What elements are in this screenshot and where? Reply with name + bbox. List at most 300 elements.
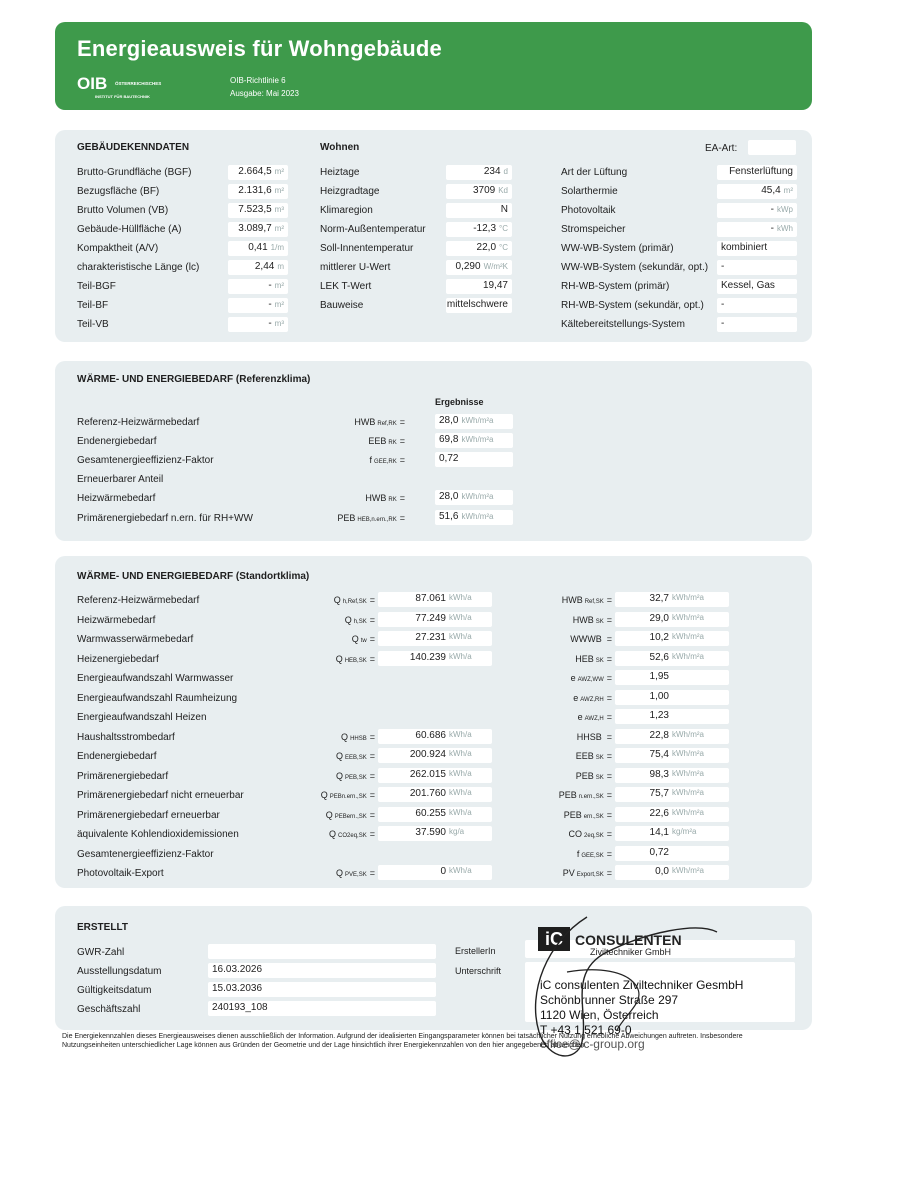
building-label: Teil-BF <box>77 300 109 311</box>
site-total-value-value <box>378 808 488 819</box>
site-total-value-number: 27.231 <box>415 632 446 643</box>
site-symbol-specific-main: EEB <box>575 751 594 761</box>
site-specific-value-number: 0,72 <box>649 846 669 858</box>
site-specific-value-value <box>615 593 725 604</box>
site-symbol-specific-subscript: GEE,SK <box>581 852 604 859</box>
site-specific-value-value <box>615 632 725 643</box>
site-specific-value-value <box>615 808 725 819</box>
site-total-value-box <box>378 651 492 666</box>
site-specific-value-number: 22,8 <box>649 729 669 741</box>
created-value-number: 15.03.2036 <box>212 983 263 994</box>
site-specific-value-box <box>615 826 729 841</box>
climate-value-unit: °C <box>499 243 508 252</box>
site-specific-value-value <box>615 866 725 877</box>
site-symbol-specific-main: e <box>573 692 579 703</box>
system-value-number: - <box>721 318 725 329</box>
building-value-number: 2,44 <box>254 261 275 272</box>
system-label: Art der Lüftung <box>561 167 628 178</box>
disclaimer-text: Die Energiekennzahlen dieses Energieausweises dienen ausschließlich der Information. Aufgrund der idealisierten Eingangsparameter können bei tatsächlicher Nutzung erhebliche Abweichungen auftreten. Insbesondere Nutzungseinheiten unterschiedlicher Lage können aus Gründen der Geometrie und der Lage hinsichtlich ihrer Energiekennzahlen von den hier angegebenen abweichen. <box>62 1033 743 1049</box>
reference-symbol <box>337 513 405 523</box>
site-total-value-box <box>378 729 492 744</box>
site-symbol-specific-subscript: SK <box>595 755 604 761</box>
section-title: ERSTELLT <box>77 922 128 933</box>
site-symbol-specific-main: PEB <box>558 790 577 800</box>
reference-symbol-subscript: RK <box>388 497 397 503</box>
site-specific-value-box <box>615 787 729 802</box>
site-symbol-specific-subscript: AWZ,H <box>584 716 604 722</box>
building-value-box <box>228 241 288 256</box>
site-symbol-specific <box>577 849 612 859</box>
site-specific-value-number: 0,0 <box>655 866 669 877</box>
ea-type-label: EA-Art: <box>705 143 738 154</box>
building-value-number: - <box>268 299 272 310</box>
site-symbol-total-main: Q <box>351 634 359 644</box>
system-value-value <box>729 166 793 177</box>
site-specific-value-unit: kg/m²a <box>672 827 697 836</box>
climate-value-box <box>446 241 512 256</box>
site-total-value-value <box>378 749 488 760</box>
site-total-value-value <box>378 652 488 663</box>
site-symbol-total-equals: = <box>369 614 375 625</box>
site-specific-value-number: 98,3 <box>649 768 669 780</box>
reference-symbol-equals: = <box>399 436 405 446</box>
stamp-address-line: 1120 Wien, Österreich <box>540 1008 659 1022</box>
site-symbol-specific-equals: = <box>606 751 612 761</box>
system-label: RH-WB-System (sekundär, opt.) <box>561 300 704 311</box>
system-value-number: - <box>770 223 774 234</box>
site-specific-value-unit: kWh/m²a <box>672 612 704 622</box>
site-specific-value-unit: kWh/m²a <box>672 632 704 641</box>
site-symbol-specific-main: HHSB <box>576 731 602 742</box>
reference-value-value <box>439 511 493 522</box>
site-total-value-number: 200.924 <box>409 749 446 760</box>
site-specific-value-unit: kWh/m²a <box>672 593 704 602</box>
building-value-number: 3.089,7 <box>238 223 272 234</box>
climate-value-box <box>446 260 512 275</box>
site-symbol-total-subscript: HEB,SK <box>344 657 367 664</box>
building-value-value <box>238 223 284 234</box>
climate-label: Bauweise <box>320 300 364 311</box>
site-symbol-specific <box>564 810 612 820</box>
site-total-value-value <box>378 593 488 604</box>
stamp-address-line: Schönbrunner Straße 297 <box>540 993 679 1007</box>
building-label: Bezugsfläche (BF) <box>77 186 160 197</box>
site-total-value-value <box>378 788 488 799</box>
site-total-value-unit: kWh/a <box>449 729 472 739</box>
reference-symbol-subscript: Ref,RK <box>377 421 397 427</box>
stamp-address-line: iC consulenten Ziviltechniker GesmbH <box>540 978 744 992</box>
site-symbol-total-equals: = <box>369 809 375 820</box>
reference-value-number: 28,0 <box>439 415 459 426</box>
reference-value-number: 69,8 <box>439 434 459 445</box>
created-value-value <box>212 964 262 975</box>
site-specific-value-value <box>615 769 725 780</box>
building-value-unit: m² <box>274 167 284 176</box>
ea-type-field <box>748 140 796 155</box>
reference-label: Endenergiebedarf <box>77 436 157 447</box>
climate-label: Heiztage <box>320 167 360 178</box>
building-value-number: 2.664,5 <box>238 166 272 177</box>
climate-label: Norm-Außentemperatur <box>320 224 426 235</box>
oib-logo: OIB <box>77 74 108 93</box>
site-symbol-total-subscript: PEB,SK <box>345 774 367 781</box>
reference-value-box <box>435 433 513 448</box>
site-label: Heizenergiebedarf <box>77 653 159 665</box>
system-label: Kältebereitstellungs-System <box>561 319 685 330</box>
climate-label: Klimaregion <box>320 205 373 216</box>
system-value-unit: kWh <box>777 224 793 233</box>
site-specific-value-unit: kWh/m²a <box>672 807 704 817</box>
site-total-value-value <box>378 632 488 643</box>
site-symbol-specific-equals: = <box>606 790 612 800</box>
reference-symbol-main: EEB <box>368 436 387 446</box>
system-value-number: - <box>721 261 725 272</box>
site-symbol-specific-main: PEB <box>563 809 582 820</box>
site-symbol-specific <box>576 751 612 761</box>
site-symbol-specific-subscript: 2eq,SK <box>584 833 604 839</box>
site-symbol-total <box>352 634 375 644</box>
site-label: äquivalente Kohlendioxidemissionen <box>77 829 239 840</box>
created-value-box <box>208 982 436 997</box>
site-symbol-total-equals: = <box>369 868 375 878</box>
site-symbol-specific-subscript: SK <box>595 774 604 781</box>
created-value-box <box>208 963 436 978</box>
reference-symbol-main: HWB <box>365 493 387 503</box>
building-value-box <box>228 298 288 313</box>
site-symbol-total <box>334 595 375 605</box>
site-specific-value-number: 10,2 <box>649 632 669 643</box>
site-symbol-specific-main: PV <box>562 868 575 878</box>
site-symbol-specific <box>573 693 612 703</box>
site-symbol-total <box>321 790 375 800</box>
site-specific-value-box <box>615 846 729 861</box>
system-value-value <box>721 261 724 272</box>
climate-value-number: N <box>500 204 508 215</box>
reference-value-value <box>439 434 493 445</box>
site-symbol-specific-equals: = <box>606 595 612 605</box>
site-symbol-total-main: Q <box>344 614 352 625</box>
site-symbol-total <box>341 732 375 742</box>
building-usage: Wohnen <box>320 142 360 153</box>
site-total-value-number: 60.255 <box>415 807 446 819</box>
system-value-value <box>721 280 775 291</box>
stamp-address-line: T +43 1 521 69-0 <box>540 1023 632 1037</box>
created-value-number: 240193_108 <box>212 1002 268 1013</box>
climate-value-value <box>473 185 508 196</box>
site-total-value-value <box>378 827 488 838</box>
site-specific-value-number: 1,00 <box>649 690 669 702</box>
section-title: GEBÄUDEKENNDATEN <box>77 142 190 153</box>
building-value-number: 2.131,6 <box>238 185 272 196</box>
reference-value-unit: kWh/m²a <box>461 435 494 444</box>
site-label: Energieaufwandszahl Raumheizung <box>77 692 238 704</box>
reference-label: Heizwärmebedarf <box>77 493 156 504</box>
building-value-value <box>268 318 284 329</box>
site-symbol-specific-main: e <box>577 712 583 722</box>
site-symbol-total <box>329 829 375 839</box>
climate-value-value <box>501 204 508 215</box>
reference-symbol-equals: = <box>399 493 405 503</box>
system-value-box <box>717 241 797 256</box>
created-value-value <box>212 1002 268 1013</box>
building-label: Brutto-Grundfläche (BGF) <box>77 167 192 178</box>
site-total-value-unit: kWh/a <box>449 866 472 875</box>
system-label: RH-WB-System (primär) <box>561 281 670 292</box>
site-symbol-total-main: Q <box>336 770 344 781</box>
site-specific-value-number: 32,7 <box>649 593 669 604</box>
site-symbol-total-main: Q <box>335 653 343 664</box>
site-symbol-total-subscript: EEB,SK <box>345 755 367 761</box>
site-symbol-specific-subscript: AWZ,RH <box>580 696 604 703</box>
site-specific-value-box <box>615 592 729 607</box>
site-total-value-unit: kWh/a <box>449 768 472 778</box>
climate-value-number: 19,47 <box>482 280 508 291</box>
system-value-value <box>721 318 724 329</box>
climate-value-value <box>483 280 508 291</box>
site-specific-value-unit: kWh/m²a <box>672 749 704 758</box>
site-symbol-total-equals: = <box>369 829 375 839</box>
site-total-value-unit: kWh/a <box>449 651 472 661</box>
climate-value-unit: d <box>503 167 508 176</box>
site-symbol-specific <box>570 634 612 644</box>
site-specific-value-box <box>615 670 729 685</box>
reference-label: Gesamtenergieeffizienz-Faktor <box>77 455 214 466</box>
reference-value-box <box>435 490 513 505</box>
site-specific-value-value <box>615 710 725 721</box>
site-symbol-specific <box>562 595 612 605</box>
site-specific-value-number: 22,6 <box>649 807 669 819</box>
reference-symbol-subscript: RK <box>388 440 397 446</box>
site-symbol-total-equals: = <box>369 790 375 800</box>
climate-value-value <box>484 166 508 177</box>
oib-logo-subtitle: INSTITUT FÜR BAUTECHNIK <box>95 94 150 99</box>
building-value-box <box>228 184 288 199</box>
site-symbol-total <box>336 868 375 878</box>
building-value-box <box>228 317 288 332</box>
site-total-value-box <box>378 865 492 880</box>
reference-symbol-main: PEB <box>337 513 356 523</box>
oib-logo-subtitle: ÖSTERREICHISCHES <box>115 81 162 86</box>
system-label: WW-WB-System (primär) <box>561 243 674 254</box>
building-value-number: - <box>268 280 272 291</box>
site-symbol-total-main: Q <box>333 595 341 605</box>
site-symbol-specific <box>575 654 612 664</box>
site-symbol-specific-subscript: n.ern.,SK <box>578 794 604 800</box>
site-symbol-specific-equals: = <box>606 809 612 820</box>
created-value-box <box>208 1001 436 1016</box>
site-specific-value-box <box>615 729 729 744</box>
site-symbol-total-equals: = <box>369 751 375 761</box>
site-total-value-unit: kWh/a <box>449 612 472 622</box>
site-total-value-number: 0 <box>440 866 446 877</box>
site-specific-value-box <box>615 865 729 880</box>
building-value-unit: m <box>277 262 284 271</box>
site-specific-value-value <box>615 691 725 702</box>
site-symbol-total <box>336 771 375 781</box>
site-specific-value-unit: kWh/m²a <box>672 788 704 797</box>
site-specific-value-box <box>615 690 729 705</box>
reference-value-box <box>435 510 513 525</box>
system-value-number: 45,4 <box>761 185 781 196</box>
site-symbol-specific-equals: = <box>606 712 612 722</box>
system-value-number: - <box>721 299 725 310</box>
site-symbol-specific-main: f <box>576 848 580 859</box>
reference-value-value <box>439 415 493 426</box>
ic-logo: iC <box>538 927 570 951</box>
site-symbol-total <box>345 615 375 625</box>
site-symbol-specific-main: HWB <box>572 614 594 625</box>
site-symbol-specific <box>578 712 612 722</box>
site-symbol-total-main: Q <box>329 829 337 839</box>
building-value-box <box>228 165 288 180</box>
created-value-number: 16.03.2026 <box>212 964 263 975</box>
building-value-value <box>255 261 284 272</box>
building-label: Teil-BGF <box>77 281 116 292</box>
site-total-value-number: 262.015 <box>409 768 446 780</box>
site-specific-value-value <box>615 652 725 663</box>
reference-symbol-subscript: HEB,n.ern.,RK <box>357 517 397 523</box>
site-specific-value-value <box>615 827 725 838</box>
reference-symbol-equals: = <box>399 417 405 427</box>
reference-value-value <box>439 491 493 502</box>
reference-symbol <box>365 493 405 503</box>
site-specific-value-value <box>615 613 725 624</box>
reference-symbol-equals: = <box>399 513 405 523</box>
site-symbol-specific-main: CO <box>568 829 583 839</box>
site-total-value-number: 60.686 <box>415 729 446 741</box>
site-specific-value-value <box>615 671 725 682</box>
site-specific-value-box <box>615 807 729 822</box>
climate-value-box <box>446 298 512 313</box>
site-specific-value-box <box>615 651 729 666</box>
building-label: charakteristische Länge (lc) <box>77 262 200 273</box>
site-symbol-specific-equals: = <box>606 673 612 683</box>
climate-value-number: 3709 <box>472 185 496 196</box>
climate-label: Heizgradtage <box>320 186 380 197</box>
site-total-value-unit: kg/a <box>449 827 465 836</box>
building-label: Gebäude-Hüllfläche (A) <box>77 224 182 235</box>
site-specific-value-value <box>615 730 725 741</box>
climate-value-unit: W/m²K <box>483 262 508 271</box>
site-symbol-total-main: Q <box>336 868 344 878</box>
system-value-unit: kWp <box>777 205 793 214</box>
system-value-value <box>771 223 793 234</box>
site-symbol-specific-equals: = <box>606 829 612 839</box>
site-specific-value-box <box>615 709 729 724</box>
site-total-value-value <box>378 613 488 624</box>
site-symbol-specific <box>563 868 612 878</box>
system-value-box <box>717 184 797 199</box>
site-total-value-box <box>378 592 492 607</box>
climate-value-number: 0,290 <box>455 261 481 272</box>
site-specific-value-box <box>615 631 729 646</box>
site-total-value-box <box>378 631 492 646</box>
building-value-value <box>268 299 284 310</box>
site-symbol-specific-subscript: ern.,SK <box>583 813 604 820</box>
building-value-value <box>268 280 284 291</box>
site-specific-value-number: 1,23 <box>649 710 669 721</box>
building-value-unit: m² <box>274 224 284 233</box>
site-symbol-specific-main: e <box>570 673 576 683</box>
reference-symbol-equals: = <box>399 455 405 465</box>
site-specific-value-box <box>615 768 729 783</box>
reference-symbol <box>370 455 405 465</box>
site-symbol-specific-main: HEB <box>575 653 594 664</box>
building-value-number: - <box>268 318 272 329</box>
site-symbol-total-subscript: h,Ref,SK <box>342 599 367 605</box>
site-total-value-box <box>378 768 492 783</box>
section-title: WÄRME- UND ENERGIEBEDARF (Standortklima) <box>77 571 310 582</box>
site-total-value-number: 140.239 <box>409 651 446 663</box>
climate-value-number: mittelschwere <box>446 299 508 310</box>
climate-value-number: -12,3 <box>473 223 497 234</box>
site-total-value-box <box>378 807 492 822</box>
site-total-value-unit: kWh/a <box>449 807 472 817</box>
page-title: Energieausweis für Wohngebäude <box>77 36 442 61</box>
site-specific-value-number: 29,0 <box>649 612 669 624</box>
site-symbol-specific-subscript: AWZ,WW <box>577 677 604 683</box>
site-symbol-specific <box>577 732 612 742</box>
results-label: Ergebnisse <box>435 397 484 407</box>
reference-value-box <box>435 414 513 429</box>
site-label: Primärenergiebedarf <box>77 770 169 782</box>
site-symbol-total-main: Q <box>336 751 344 761</box>
site-symbol-total-equals: = <box>369 731 375 742</box>
site-symbol-total-subscript: h,SK <box>353 618 367 625</box>
system-label: WW-WB-System (sekundär, opt.) <box>561 262 709 273</box>
created-label: GWR-Zahl <box>77 947 125 958</box>
site-total-value-unit: kWh/a <box>449 593 472 602</box>
building-value-value <box>238 166 284 177</box>
system-value-box <box>717 165 797 180</box>
site-symbol-specific <box>573 615 612 625</box>
climate-value-box <box>446 184 512 199</box>
section-title: WÄRME- UND ENERGIEBEDARF (Referenzklima) <box>77 374 311 385</box>
site-symbol-total-equals: = <box>369 653 375 664</box>
site-symbol-total-equals: = <box>369 634 375 644</box>
climate-value-box <box>446 203 512 218</box>
site-total-value-number: 37.590 <box>415 827 446 838</box>
reference-value-box <box>435 452 513 467</box>
building-value-number: 0,41 <box>248 242 268 253</box>
company-stamp-name: CONSULENTEN <box>575 932 682 948</box>
building-value-box <box>228 260 288 275</box>
site-symbol-total-subscript: tw <box>360 638 367 644</box>
site-total-value-unit: kWh/a <box>449 788 472 797</box>
climate-label: LEK T-Wert <box>320 281 372 292</box>
system-value-number: Kessel, Gas <box>721 280 775 291</box>
guideline: OIB-Richtlinie 6 <box>230 76 286 85</box>
building-value-box <box>228 222 288 237</box>
reference-value-number: 28,0 <box>439 491 459 502</box>
reference-value-unit: kWh/m²a <box>461 492 494 501</box>
site-symbol-specific-subscript: SK <box>595 618 604 625</box>
system-label: Stromspeicher <box>561 224 626 235</box>
building-value-unit: 1/m <box>270 243 284 252</box>
building-label: Teil-VB <box>77 319 109 330</box>
system-label: Solarthermie <box>561 186 618 197</box>
site-label: Heizwärmebedarf <box>77 614 156 626</box>
site-symbol-specific-subscript: Export,SK <box>576 872 604 878</box>
site-total-value-unit: kWh/a <box>449 632 472 641</box>
site-total-value-box <box>378 787 492 802</box>
system-value-number: Fensterlüftung <box>729 166 793 177</box>
certificate-header <box>55 22 812 110</box>
system-value-value <box>721 242 767 253</box>
climate-value-box <box>446 222 512 237</box>
site-symbol-total-main: Q <box>325 809 333 820</box>
reference-label: Primärenergiebedarf n.ern. für RH+WW <box>77 513 253 524</box>
